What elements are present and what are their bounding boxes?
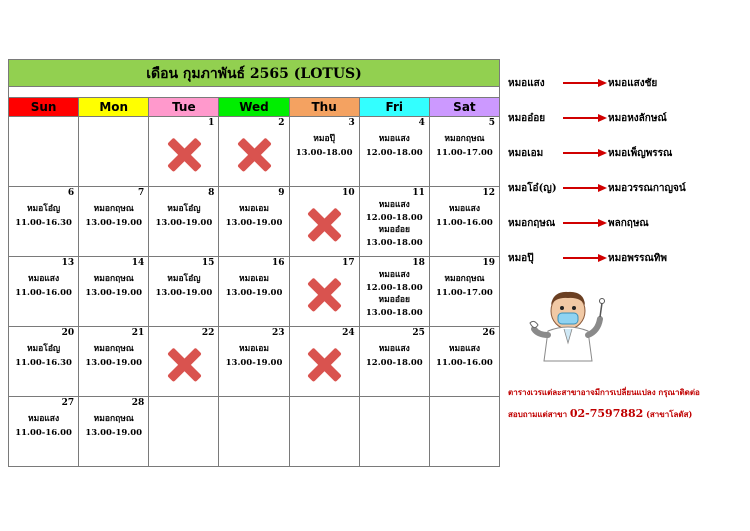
- doctor-name: หมออ๋อย: [378, 225, 411, 235]
- day-cell-25: [359, 327, 429, 397]
- shift-info: [430, 202, 499, 230]
- shift-hours: 13.00-19.00: [155, 288, 213, 298]
- shift-info: [9, 342, 78, 370]
- legend-row: [508, 212, 748, 247]
- shift-hours: 11.00-17.00: [436, 288, 493, 298]
- doctor-name: หมอกฤษณ: [93, 204, 134, 214]
- arrow-right-icon: [562, 253, 608, 263]
- shift-hours: 12.00-18.00: [365, 282, 423, 293]
- closed-x-icon: [236, 136, 272, 172]
- doctor-name: หมอแสง: [28, 274, 60, 284]
- calendar-body: [9, 117, 500, 467]
- empty-day-cell: [359, 397, 429, 467]
- shift-hours: 13.00-19.00: [85, 358, 143, 368]
- day-cell-28: [79, 397, 149, 467]
- doctor-name: หมอเอม: [239, 204, 269, 214]
- full-name: หมอแสงชัย: [608, 78, 658, 89]
- weekday-thu: Thu: [289, 98, 359, 117]
- day-number: 14: [131, 258, 145, 268]
- shift-hours: 13.00-18.00: [295, 148, 353, 158]
- weekday-tue: Tue: [149, 98, 219, 117]
- calendar-title: เดือน กุมภาพันธ์ 2565 (LOTUS): [8, 59, 500, 87]
- full-name: หมอหงลักษณ์: [608, 113, 667, 124]
- legend-row: [508, 107, 748, 142]
- full-name: หมอเพ็ญพรรณ: [608, 148, 673, 159]
- day-number: 28: [131, 398, 145, 408]
- day-number: 19: [482, 258, 495, 268]
- day-cell-2: [219, 117, 289, 187]
- shift-info: [149, 272, 218, 300]
- shift-hours: 11.00-16.30: [15, 218, 72, 228]
- doctor-name: หมอกฤษณ: [444, 134, 485, 144]
- doctor-name: หมอปุ๊: [313, 134, 335, 144]
- legend-row: [508, 142, 748, 177]
- day-number: 27: [61, 398, 75, 408]
- shift-hours: 13.00-19.00: [155, 218, 213, 228]
- shift-info: [9, 412, 78, 440]
- day-number: 25: [412, 328, 425, 338]
- full-name: หมอวรรณกาญจน์: [608, 183, 686, 194]
- doctor-name: หมอแสง: [28, 414, 60, 424]
- week-row: [9, 117, 500, 187]
- day-number: 5: [488, 118, 495, 128]
- shift-info: [360, 269, 429, 319]
- day-number: 4: [418, 118, 425, 128]
- day-number: 8: [208, 188, 215, 198]
- doctor-name: หมออ๋อย: [378, 295, 411, 305]
- empty-day-cell: [289, 397, 359, 467]
- shift-hours: 12.00-18.00: [365, 148, 423, 158]
- day-cell-20: [9, 327, 79, 397]
- notice-line-2-prefix: สอบถามแต่สาขา: [508, 409, 568, 419]
- day-number: 3: [348, 118, 355, 128]
- closed-x-icon: [306, 276, 342, 312]
- legend-row: [508, 177, 748, 212]
- empty-day-cell: [79, 117, 149, 187]
- shift-hours: 11.00-16.00: [436, 358, 493, 368]
- shift-hours: 11.00-16.00: [436, 218, 493, 228]
- phone-number: 02-7597882: [569, 407, 644, 420]
- day-number: 11: [412, 188, 425, 198]
- notice-line-2: [508, 403, 748, 425]
- day-number: 22: [201, 328, 215, 338]
- shift-info: [360, 199, 429, 249]
- day-cell-10: [289, 187, 359, 257]
- dentist-mascot-icon: [528, 283, 608, 363]
- closed-x-icon: [166, 346, 202, 382]
- day-number: 7: [138, 188, 145, 198]
- empty-day-cell: [429, 397, 499, 467]
- day-cell-17: [289, 257, 359, 327]
- legend-row: [508, 72, 748, 107]
- shift-info: [360, 342, 429, 370]
- closed-x-icon: [306, 346, 342, 382]
- doctor-name: หมอโอ๋ญ: [167, 204, 201, 214]
- day-cell-12: [429, 187, 499, 257]
- day-cell-19: [429, 257, 499, 327]
- weekday-wed: Wed: [219, 98, 289, 117]
- shift-hours: 11.00-16.00: [15, 288, 72, 298]
- shift-info: [430, 272, 499, 300]
- day-number: 10: [342, 188, 355, 198]
- short-name: หมอแสง: [508, 78, 545, 89]
- doctor-name: หมอเอม: [239, 274, 269, 284]
- week-row: [9, 327, 500, 397]
- empty-day-cell: [149, 397, 219, 467]
- shift-hours: 13.00-18.00: [365, 237, 423, 248]
- doctor-name: หมอโอ๋ญ: [26, 204, 61, 214]
- shift-info: [9, 202, 78, 230]
- day-cell-26: [429, 327, 499, 397]
- day-cell-4: [359, 117, 429, 187]
- doctor-name: หมอโอ๋ญ: [167, 274, 201, 284]
- shift-hours: 13.00-19.00: [225, 288, 283, 298]
- day-cell-6: [9, 187, 79, 257]
- empty-day-cell: [9, 117, 79, 187]
- doctor-name: หมอแสง: [378, 344, 410, 354]
- doctor-name: หมอแสง: [378, 200, 410, 210]
- day-cell-24: [289, 327, 359, 397]
- weekday-header-row: [9, 98, 500, 117]
- week-row: [9, 397, 500, 467]
- day-cell-15: [149, 257, 219, 327]
- day-cell-16: [219, 257, 289, 327]
- day-number: 23: [272, 328, 285, 338]
- doctor-name: หมอแสง: [378, 270, 410, 280]
- schedule-notice: [508, 381, 748, 425]
- shift-hours: 13.00-19.00: [225, 358, 283, 368]
- shift-info: [360, 132, 429, 160]
- shift-hours: 13.00-19.00: [225, 218, 283, 228]
- shift-hours: 13.00-19.00: [85, 288, 143, 298]
- doctor-name: หมอแสง: [378, 134, 410, 144]
- day-cell-3: [289, 117, 359, 187]
- short-name: หมออ๋อย: [508, 113, 546, 124]
- arrow-right-icon: [562, 78, 608, 88]
- shift-hours: 11.00-16.30: [15, 358, 72, 368]
- day-cell-13: [9, 257, 79, 327]
- shift-hours: 12.00-18.00: [365, 358, 423, 368]
- notice-line-1: ตารางเวรแต่ละสาขาอาจมีการเปลี่ยนแปลง กรุณาติดต่อ: [508, 387, 700, 397]
- arrow-right-icon: [562, 113, 608, 123]
- shift-info: [149, 202, 218, 230]
- branch-label: (สาขาโลตัส): [646, 409, 693, 419]
- shift-info: [290, 132, 359, 160]
- weekday-mon: Mon: [79, 98, 149, 117]
- shift-info: [9, 272, 78, 300]
- day-number: 17: [342, 258, 355, 268]
- doctor-name-legend: [508, 72, 748, 282]
- shift-hours: 12.00-18.00: [365, 212, 423, 223]
- doctor-name: หมอแสง: [448, 344, 480, 354]
- arrow-right-icon: [562, 218, 608, 228]
- legend-row: [508, 247, 748, 282]
- shift-hours: 11.00-16.00: [15, 428, 72, 438]
- day-number: 1: [208, 118, 215, 128]
- day-cell-22: [149, 327, 219, 397]
- shift-info: [79, 342, 148, 370]
- day-cell-9: [219, 187, 289, 257]
- short-name: หมอเอม: [508, 148, 544, 159]
- day-number: 13: [61, 258, 75, 268]
- arrow-right-icon: [562, 148, 608, 158]
- day-cell-14: [79, 257, 149, 327]
- short-name: หมอโอ๋(ญ): [508, 183, 557, 194]
- day-number: 12: [482, 188, 495, 198]
- day-cell-8: [149, 187, 219, 257]
- shift-info: [219, 202, 288, 230]
- shift-hours: 11.00-17.00: [436, 148, 493, 158]
- shift-info: [79, 272, 148, 300]
- shift-info: [430, 342, 499, 370]
- doctor-name: หมอกฤษณ: [444, 274, 485, 284]
- calendar: [8, 59, 500, 467]
- empty-day-cell: [219, 397, 289, 467]
- shift-info: [430, 132, 499, 160]
- day-number: 9: [278, 188, 285, 198]
- weekday-fri: Fri: [359, 98, 429, 117]
- arrow-right-icon: [562, 183, 608, 193]
- shift-hours: 13.00-18.00: [365, 307, 423, 318]
- shift-info: [219, 272, 288, 300]
- short-name: หมอปุ๊: [508, 253, 534, 264]
- shift-info: [79, 412, 148, 440]
- day-number: 18: [412, 258, 425, 268]
- doctor-name: หมอกฤษณ: [93, 274, 134, 284]
- day-number: 21: [131, 328, 145, 338]
- doctor-name: หมอโอ๋ญ: [26, 344, 61, 354]
- doctor-name: หมอเอม: [239, 344, 269, 354]
- day-cell-7: [79, 187, 149, 257]
- day-cell-23: [219, 327, 289, 397]
- closed-x-icon: [306, 206, 342, 242]
- day-number: 6: [67, 188, 75, 198]
- day-number: 16: [272, 258, 285, 268]
- shift-hours: 13.00-19.00: [85, 218, 143, 228]
- full-name: พลกฤษณ: [608, 218, 649, 229]
- closed-x-icon: [166, 136, 202, 172]
- day-number: 15: [201, 258, 215, 268]
- weekday-sun: Sun: [9, 98, 79, 117]
- week-row: [9, 257, 500, 327]
- weekday-sat: Sat: [429, 98, 499, 117]
- calendar-grid: [8, 97, 500, 467]
- shift-info: [219, 342, 288, 370]
- day-number: 26: [482, 328, 495, 338]
- day-cell-27: [9, 397, 79, 467]
- shift-info: [79, 202, 148, 230]
- full-name: หมอพรรณทิพ: [608, 253, 667, 264]
- day-cell-1: [149, 117, 219, 187]
- day-cell-5: [429, 117, 499, 187]
- day-cell-18: [359, 257, 429, 327]
- doctor-name: หมอกฤษณ: [93, 344, 134, 354]
- day-cell-21: [79, 327, 149, 397]
- day-number: 24: [342, 328, 355, 338]
- doctor-name: หมอกฤษณ: [93, 414, 134, 424]
- short-name: หมอกฤษณ: [508, 218, 556, 229]
- shift-hours: 13.00-19.00: [85, 428, 143, 438]
- day-cell-11: [359, 187, 429, 257]
- week-row: [9, 187, 500, 257]
- day-number: 2: [278, 118, 285, 128]
- day-number: 20: [61, 328, 75, 338]
- title-spacer: [8, 87, 500, 97]
- doctor-name: หมอแสง: [448, 204, 480, 214]
